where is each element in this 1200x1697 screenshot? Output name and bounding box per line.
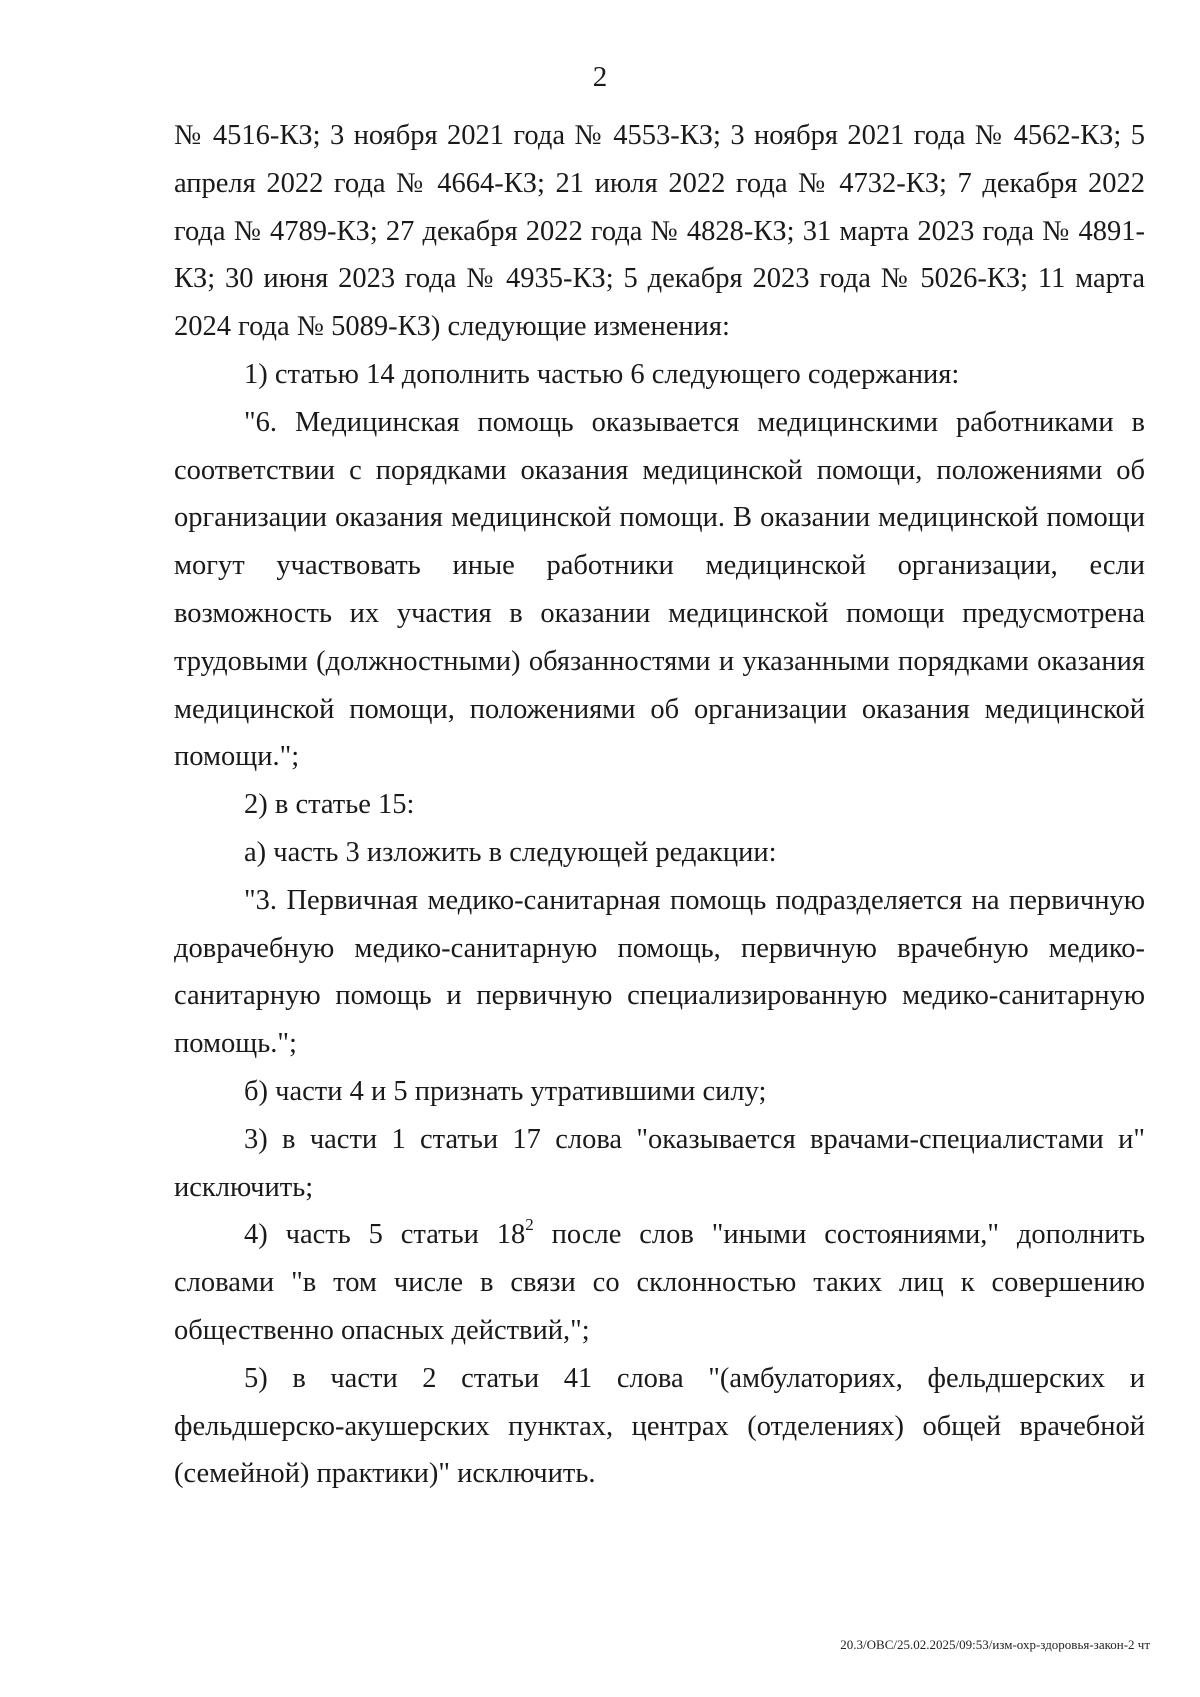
item-4-text-end: после слов "иными состояниями," дополнить словами "в том числе в связи со склонностью таких лиц к совершению общественно опасных действий,"; bbox=[174, 1219, 1145, 1346]
paragraph-item-1: 1) статью 14 дополнить частью 6 следующего содержания: bbox=[244, 358, 960, 390]
paragraph-subitem-a: а) часть 3 изложить в следующей редакции: bbox=[244, 836, 777, 868]
document-body bbox=[174, 112, 1145, 1498]
paragraph-item-4 bbox=[174, 1211, 1145, 1354]
paragraph-item-5: 5) в части 2 статьи 41 слова "(амбулаториях, фельдшерских и фельдшерско-акушерских пунктах, центрах (отделениях) общей врачебной (семейной) практики)" исключить. bbox=[174, 1362, 1145, 1490]
item-4-superscript: 2 bbox=[525, 1215, 534, 1235]
paragraph-amendments-list: № 4516-КЗ; 3 ноября 2021 года № 4553-КЗ; 3 ноября 2021 года № 4562-КЗ; 5 апреля 2022 года № 4664-КЗ; 21 июля 2022 года № 4732-КЗ; 7 декабря 2022 года № 4789-КЗ; 27 декабря 2022 года № 4828-КЗ; 31 марта 2023 года № 4891-КЗ; 30 июня 2023 года № 4935-КЗ; 5 декабря 2023 года № 5026-КЗ; 11 марта 2024 года № 5089-КЗ) следующие изменения: bbox=[174, 120, 1145, 343]
paragraph-quote-part-6: "6. Медицинская помощь оказывается медицинскими работниками в соответствии с порядками оказания медицинской помощи, положениями об организации оказания медицинской помощи. В оказании медицинской помощи могут участвовать иные работники медицинской организации, если возможность их участия в оказании медицинской помощи предусмотрена трудовыми (должностными) обязанностями и указанными порядками оказания медицинской помощи, положениями об организации оказания медицинской помощи."; bbox=[174, 406, 1145, 773]
paragraph-item-2: 2) в статье 15: bbox=[244, 789, 415, 821]
item-4-text-start: 4) часть 5 статьи 18 bbox=[244, 1219, 526, 1251]
document-footer-code: 20.3/ОВС/25.02.2025/09:53/изм-охр-здоровья-закон-2 чт bbox=[840, 1637, 1150, 1652]
page-number: 2 bbox=[592, 61, 608, 93]
paragraph-item-3: 3) в части 1 статьи 17 слова "оказывается врачами-специалистами и" исключить; bbox=[174, 1123, 1145, 1203]
paragraph-subitem-b: б) части 4 и 5 признать утратившими силу; bbox=[244, 1075, 767, 1107]
paragraph-quote-part-3: "3. Первичная медико-санитарная помощь подразделяется на первичную доврачебную медико-санитарную помощь, первичную врачебную медико-санитарную помощь и первичную специализированную медико-санитарную помощь."; bbox=[174, 884, 1145, 1060]
